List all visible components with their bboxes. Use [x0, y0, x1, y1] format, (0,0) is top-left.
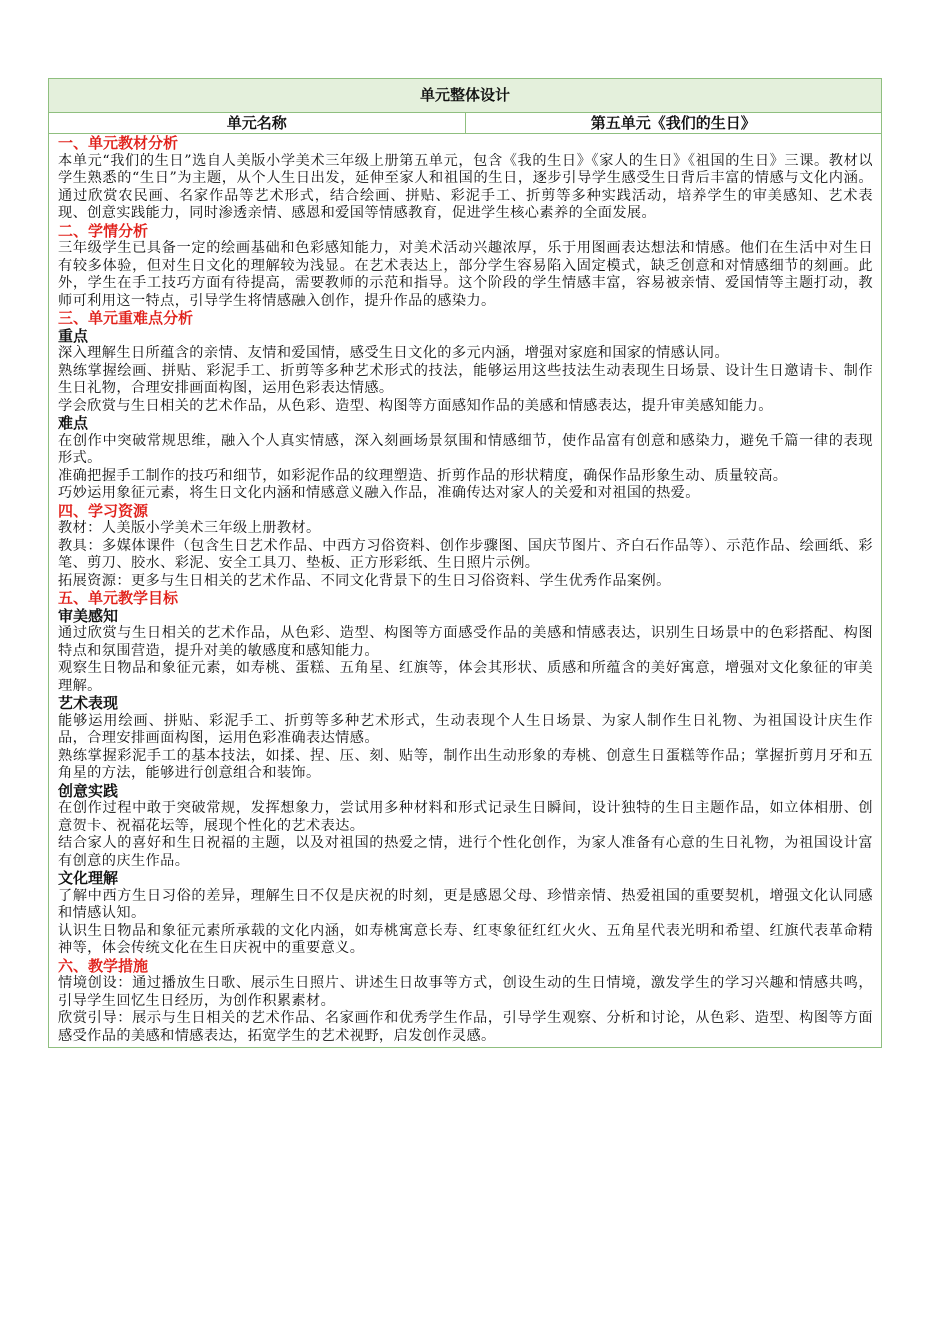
content-cell	[49, 134, 882, 1048]
paragraph: 认识生日物品和象征元素所承载的文化内涵，如寿桃寓意长寿、红枣象征红红火火、五角星代表光明和希望、红旗代表革命精神等，体会传统文化在生日庆祝中的重要意义。	[58, 922, 873, 956]
paragraph: 熟练掌握彩泥手工的基本技法，如揉、捏、压、刻、贴等，制作出生动形象的寿桃、创意生日蛋糕等作品；掌握折剪月牙和五角星的方法，能够进行创意组合和装饰。	[58, 747, 873, 781]
unit-name-label: 单元名称	[49, 113, 466, 134]
section-heading: 一、单元教材分析	[58, 134, 179, 152]
subheading: 重点	[58, 326, 89, 345]
subheading: 文化理解	[58, 869, 119, 887]
paragraph: 观察生日物品和象征元素，如寿桃、蛋糕、五角星、红旗等，体会其形状、质感和所蕴含的美好寓意，增强对文化象征的审美理解。	[58, 660, 873, 694]
subheading: 创意实践	[58, 781, 119, 800]
paragraph: 情境创设：通过播放生日歌、展示生日照片、讲述生日故事等方式，创设生动的生日情境，激发学生的学习兴趣和情感共鸣，引导学生回忆生日经历，为创作积累素材。	[58, 975, 873, 1009]
document-page	[48, 78, 882, 1048]
paragraph: 教材：人美版小学美术三年级上册教材。	[58, 520, 321, 536]
section-heading: 三、单元重难点分析	[58, 309, 194, 327]
content-row	[49, 134, 882, 1048]
paragraph: 三年级学生已具备一定的绘画基础和色彩感知能力，对美术活动兴趣浓厚，乐于用图画表达想法和情感。他们在生活中对生日有较多体验，但对生日文化的理解较为浅显。在艺术表达上，部分学生容易陷入固定模式，缺乏创意和对情感细节的刻画。此外，学生在手工技巧方面有待提高，需要教师的示范和指导。这个阶段的学生情感丰富，容易被亲情、爱国情等主题打动，教师可利用这一特点，引导学生将情感融入创作，提升作品的感染力。	[58, 240, 873, 309]
paragraph: 深入理解生日所蕴含的亲情、友情和爱国情，感受生日文化的多元内涵，增强对家庭和国家的情感认同。	[58, 345, 730, 361]
paragraph: 结合家人的喜好和生日祝福的主题，以及对祖国的热爱之情，进行个性化创作，为家人准备有心意的生日礼物，为祖国设计富有创意的庆生作品。	[58, 835, 873, 869]
paragraph: 准确把握手工制作的技巧和细节，如彩泥作品的纹理塑造、折剪作品的形状精度，确保作品形象生动、质量较高。	[58, 467, 788, 484]
paragraph: 能够运用绘画、拼贴、彩泥手工、折剪等多种艺术形式，生动表现个人生日场景、为家人制作生日礼物、为祖国设计庆生作品，合理安排画面构图，运用色彩准确表达情感。	[58, 712, 873, 746]
paragraph: 拓展资源：更多与生日相关的艺术作品、不同文化背景下的生日习俗资料、学生优秀作品案例。	[58, 572, 671, 589]
section-heading: 四、学习资源	[58, 501, 149, 520]
paragraph: 熟练掌握绘画、拼贴、彩泥手工、折剪等多种艺术形式的技法，能够运用这些技法生动表现生日场景、设计生日邀请卡、制作生日礼物，合理安排画面构图，运用色彩表达情感。	[58, 362, 873, 396]
unit-name-row	[49, 113, 882, 134]
section-heading: 六、教学措施	[58, 956, 149, 975]
paragraph: 教具：多媒体课件（包含生日艺术作品、中西方习俗资料、创作步骤图、国庆节图片、齐白石作品等）、示范作品、绘画纸、彩笔、剪刀、胶水、彩泥、安全工具刀、垫板、正方形彩纸、生日照片示例。	[58, 537, 873, 571]
table-title: 单元整体设计	[49, 79, 882, 113]
paragraph: 了解中西方生日习俗的差异，理解生日不仅是庆祝的时刻，更是感恩父母、珍惜亲情、热爱祖国的重要契机，增强文化认同感和情感认知。	[58, 887, 873, 921]
paragraph: 欣赏引导：展示与生日相关的艺术作品、名家画作和优秀学生作品，引导学生观察、分析和讨论，从色彩、造型、构图等方面感受作品的美感和情感表达，拓宽学生的艺术视野，启发创作灵感。	[58, 1010, 873, 1044]
unit-design-table	[48, 78, 882, 1048]
paragraph: 巧妙运用象征元素，将生日文化内涵和情感意义融入作品，准确传达对家人的关爱和对祖国的热爱。	[58, 485, 700, 501]
section-heading: 五、单元教学目标	[58, 589, 179, 607]
unit-name-value: 第五单元《我们的生日》	[465, 113, 882, 134]
paragraph: 本单元“我们的生日”选自人美版小学美术三年级上册第五单元，包含《我的生日》《家人的生日》《祖国的生日》三课。教材以学生熟悉的“生日”为主题，从个人生日出发，延伸至家人和祖国的生日，逐步引导学生感受生日背后丰富的情感与文化内涵。通过欣赏农民画、名家作品等艺术形式，结合绘画、拼贴、彩泥手工、折剪等多种实践活动，培养学生的审美感知、艺术表现、创意实践能力，同时渗透亲情、感恩和爱国等情感教育，促进学生核心素养的全面发展。	[58, 152, 873, 221]
section-heading: 二、学情分析	[58, 221, 149, 240]
subheading: 艺术表现	[58, 694, 119, 712]
paragraph: 通过欣赏与生日相关的艺术作品，从色彩、造型、构图等方面感受作品的美感和情感表达，识别生日场景中的色彩搭配、构图特点和氛围营造，提升对美的敏感度和感知能力。	[58, 625, 873, 659]
paragraph: 学会欣赏与生日相关的艺术作品，从色彩、造型、构图等方面感知作品的美感和情感表达，提升审美感知能力。	[58, 397, 773, 414]
paragraph: 在创作中突破常规思维，融入个人真实情感，深入刻画场景氛围和情感细节，使作品富有创意和感染力，避免千篇一律的表现形式。	[58, 432, 873, 466]
subheading: 难点	[58, 414, 89, 432]
subheading: 审美感知	[58, 606, 119, 625]
paragraph: 在创作过程中敢于突破常规，发挥想象力，尝试用多种材料和形式记录生日瞬间，设计独特的生日主题作品，如立体相册、创意贺卡、祝福花坛等，展现个性化的艺术表达。	[58, 800, 873, 834]
table-header-row	[49, 79, 882, 113]
